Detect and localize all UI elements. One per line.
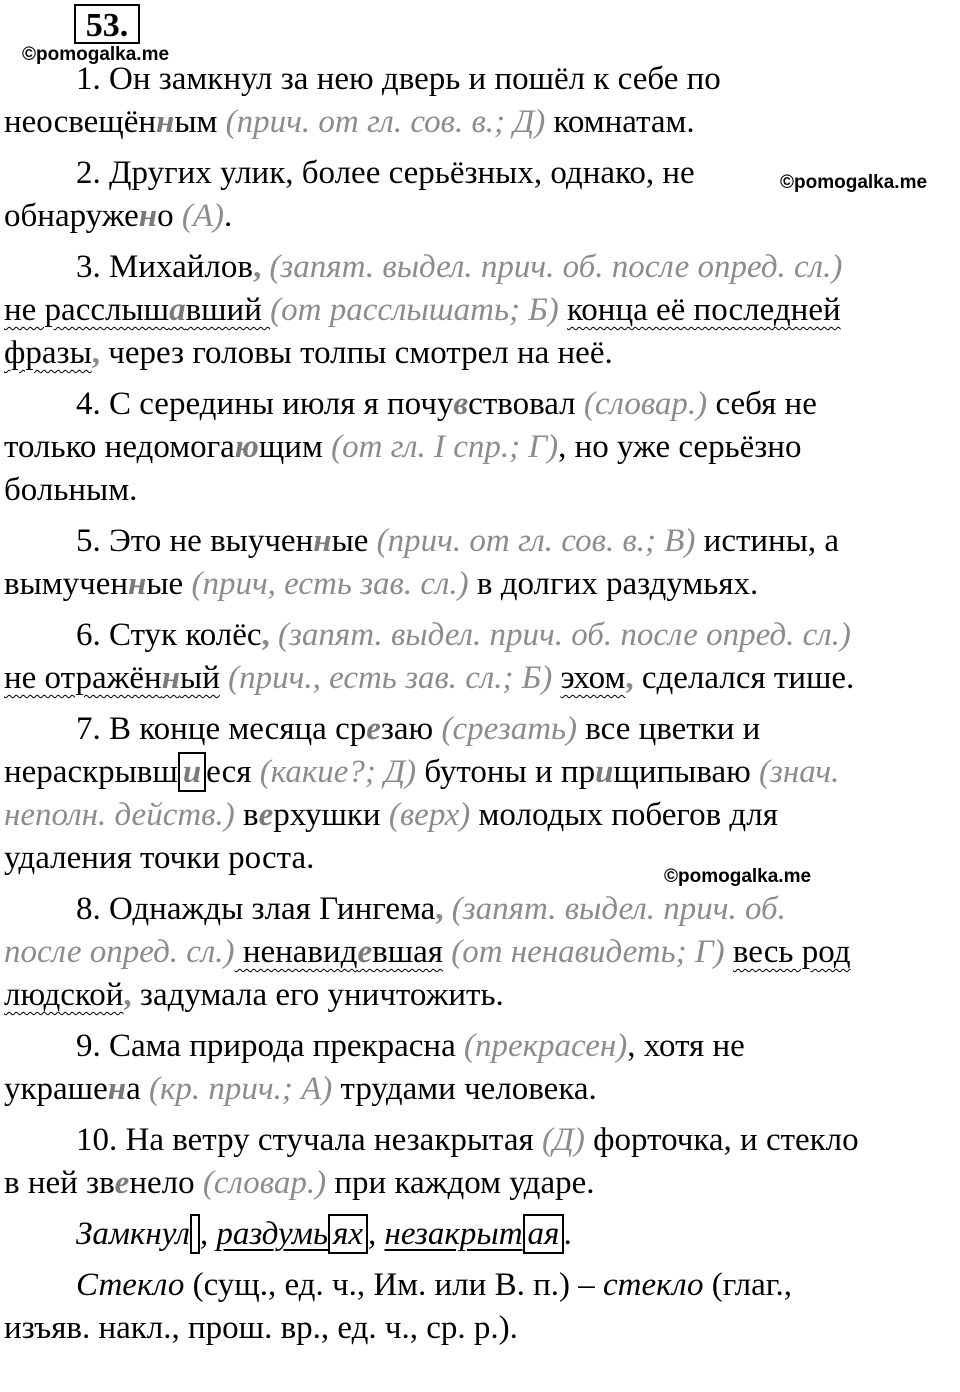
sentence-1: 1. Он замкнул за нею дверь и пошёл к себе по неосвещённым (прич. от гл. сов. в.; Д) комнатам.	[4, 61, 721, 140]
watermark: ©pomogalka.me	[664, 866, 812, 887]
sentence-3: 3. Михайлов, (запят. выдел. прич. об. после опред. сл.) не расслышавший (от расслышать; Б) конца её последней фразы, через головы толпы смотрел на неё.	[4, 249, 843, 371]
sentence-2: 2. Других улик, более серьёзных, однако, не обнаружено (А).	[4, 155, 695, 234]
sentence-7: 7. В конце месяца срезаю (срезать) все цветки и нераскрывш и еся (какие?; Д) бутоны и прищипываю (знач. неполн. действ.) верхушки (верх) молодых побегов для удаления точки роста.	[4, 711, 840, 876]
sentence-4: 4. С середины июля я почувствовал (словар.) себя не только недомогающим (от гл. I спр.; Г), но уже серьёзно больным.	[4, 386, 817, 508]
sentence-6: 6. Стук колёс, (запят. выдел. прич. об. после опред. сл.) не отражённый (прич., есть зав. сл.; Б) эхом, сделался тише.	[4, 617, 855, 696]
exercise-number: 53.	[74, 4, 140, 44]
watermark: ©pomogalka.me	[22, 44, 170, 65]
morpheme-analysis: Замкнул , раздумь ях , незакрыт ая .	[76, 1216, 573, 1252]
sentence-8: 8. Однажды злая Гингема, (запят. выдел. прич. об. после опред. сл.) ненавидевшая (от ненавидеть; Г) весь род людской, задумала его уничтожить.	[4, 891, 851, 1013]
sentence-5: 5. Это не выученные (прич. от гл. сов. в.; В) истины, а вымученные (прич, есть зав. сл.) в долгих раздумьях.	[4, 523, 840, 602]
watermark: ©pomogalka.me	[780, 172, 928, 193]
homonym-note: Стекло (сущ., ед. ч., Им. или В. п.) – стекло (глаг., изъяв. накл., прош. вр., ед. ч., ср. р.).	[4, 1267, 793, 1346]
exercise-content	[4, 58, 956, 1358]
sentence-9: 9. Сама природа прекрасна (прекрасен), хотя не украшена (кр. прич.; А) трудами человека.	[4, 1028, 745, 1107]
sentence-10: 10. На ветру стучала незакрытая (Д) форточка, и стекло в ней звенело (словар.) при каждом ударе.	[4, 1122, 859, 1201]
